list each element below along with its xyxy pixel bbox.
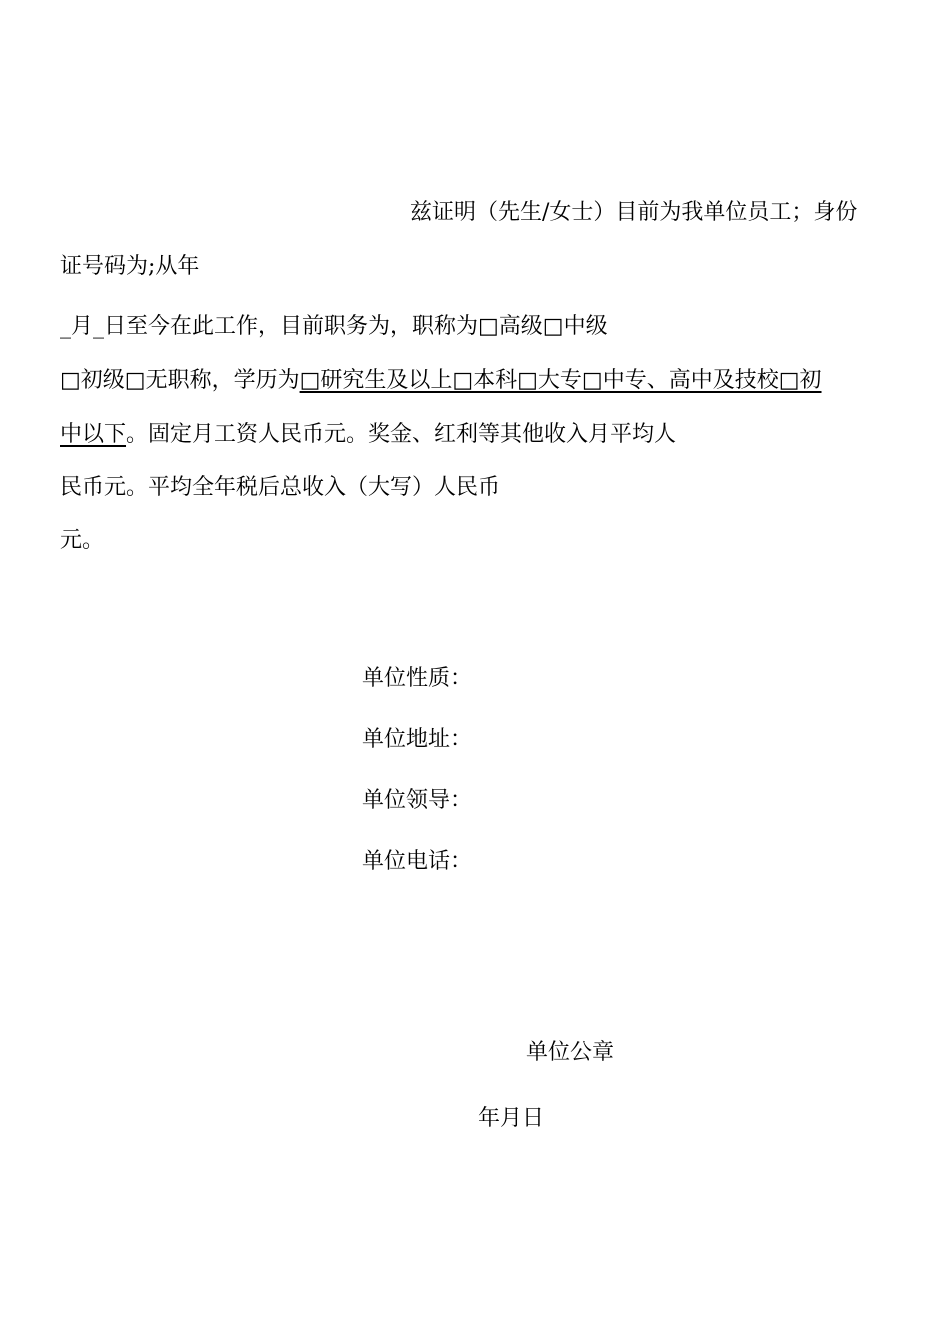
unit-seal-label: 单位公章 xyxy=(526,1040,615,1065)
date-label: 年月日 xyxy=(478,1106,545,1131)
certificate-line-3: _月_日至今在此工作，目前职务为，职称为□高级□中级 xyxy=(60,314,608,339)
unit-nature-label: 单位性质： xyxy=(362,666,473,691)
education-options: □研究生及以上□本科□大专□中专、高中及技校□初 xyxy=(299,368,822,393)
unit-phone-label: 单位电话： xyxy=(362,849,473,874)
certificate-line-4 xyxy=(60,370,822,392)
education-options-end: 中以下 xyxy=(60,422,127,447)
unit-leader-label: 单位领导： xyxy=(362,788,473,813)
salary-text: 。固定月工资人民币元。奖金、红利等其他收入月平均人 xyxy=(126,422,677,447)
certificate-line-7: 元。 xyxy=(60,528,105,553)
certificate-line-1: 兹证明（先生/女士）目前为我单位员工；身份 xyxy=(410,200,858,225)
unit-address-label: 单位地址： xyxy=(362,727,473,752)
certificate-line-6: 民币元。平均全年税后总收入（大写）人民币 xyxy=(60,475,501,500)
education-label: □初级□无职称，学历为 xyxy=(60,368,300,393)
certificate-line-5 xyxy=(60,424,676,446)
certificate-line-2: 证号码为;从年 xyxy=(60,254,200,279)
